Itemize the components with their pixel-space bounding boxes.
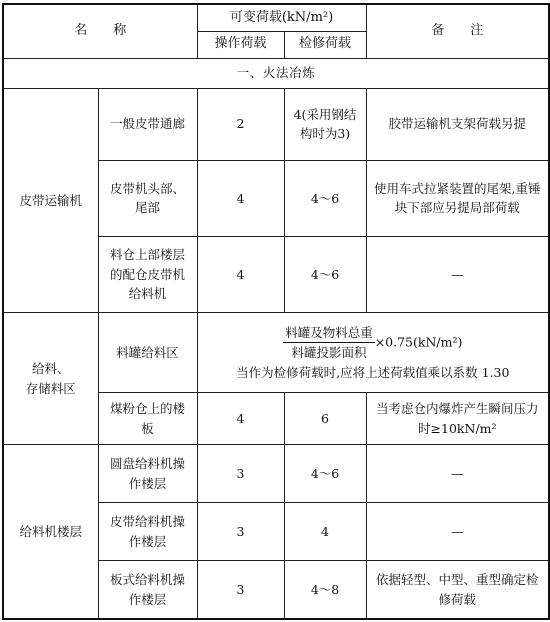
- table-row: [3, 312, 549, 392]
- row-maintenance: 4(采用钢结构时为3): [284, 88, 366, 160]
- formula-denominator: 料罐投影面积: [291, 345, 367, 361]
- fraction: [283, 323, 375, 363]
- row-name: 板式给料机操作楼层: [98, 561, 197, 619]
- row-remark: —: [366, 503, 549, 561]
- load-table: [2, 3, 550, 620]
- header-name: 名 称: [3, 4, 197, 58]
- header-operating-load: 操作荷载: [197, 31, 284, 58]
- row-operating: 2: [197, 88, 284, 160]
- row-maintenance: 4: [284, 503, 366, 561]
- row-maintenance: 4～6: [284, 445, 366, 503]
- section-title: 一、火法冶炼: [3, 58, 549, 88]
- group-belt: 皮带运输机: [3, 88, 98, 312]
- header-variable-load: 可变荷载(kN/m²): [197, 4, 366, 31]
- table-row: [3, 445, 549, 503]
- row-maintenance: 4～6: [284, 160, 366, 236]
- row-name: 圆盘给料机操作楼层: [98, 445, 197, 503]
- group-feeding: 给料、 存储料区: [3, 312, 98, 444]
- row-remark: —: [366, 445, 549, 503]
- row-operating: 3: [197, 561, 284, 619]
- formula-note: 当作为检修荷载时,应将上述荷载值乘以系数 1.30: [236, 364, 510, 380]
- row-name: 皮带机头部、尾部: [98, 160, 197, 236]
- formula-cell: [197, 312, 549, 392]
- row-operating: 4: [197, 160, 284, 236]
- row-maintenance: 6: [284, 393, 366, 445]
- row-remark: —: [366, 236, 549, 312]
- row-remark: 胶带运输机支架荷载另提: [366, 88, 549, 160]
- row-operating: 3: [197, 503, 284, 561]
- row-maintenance: 4～6: [284, 236, 366, 312]
- row-maintenance: 4～8: [284, 561, 366, 619]
- row-remark: 使用车式拉紧装置的尾架,重锤块下部应另提局部荷载: [366, 160, 549, 236]
- row-name: 料罐给料区: [98, 312, 197, 392]
- header-maintenance-load: 检修荷载: [284, 31, 366, 58]
- group-feeder-floor: 给料机楼层: [3, 445, 98, 619]
- formula: [283, 323, 462, 363]
- row-name: 料仓上部楼层的配仓皮带机给料机: [98, 236, 197, 312]
- row-operating: 3: [197, 445, 284, 503]
- row-name: 煤粉仓上的楼板: [98, 393, 197, 445]
- row-remark: 当考虑仓内爆炸产生瞬间压力时≥10kN/m²: [366, 393, 549, 445]
- row-name: 一般皮带通廊: [98, 88, 197, 160]
- formula-numerator: 料罐及物料总重: [283, 323, 375, 343]
- formula-tail: ×0.75(kN/m²): [374, 334, 463, 350]
- row-operating: 4: [197, 393, 284, 445]
- header-remarks: 备 注: [366, 4, 549, 58]
- row-remark: 依据轻型、中型、重型确定检修荷载: [366, 561, 549, 619]
- row-name: 皮带给料机操作楼层: [98, 503, 197, 561]
- table-row: [3, 88, 549, 160]
- row-operating: 4: [197, 236, 284, 312]
